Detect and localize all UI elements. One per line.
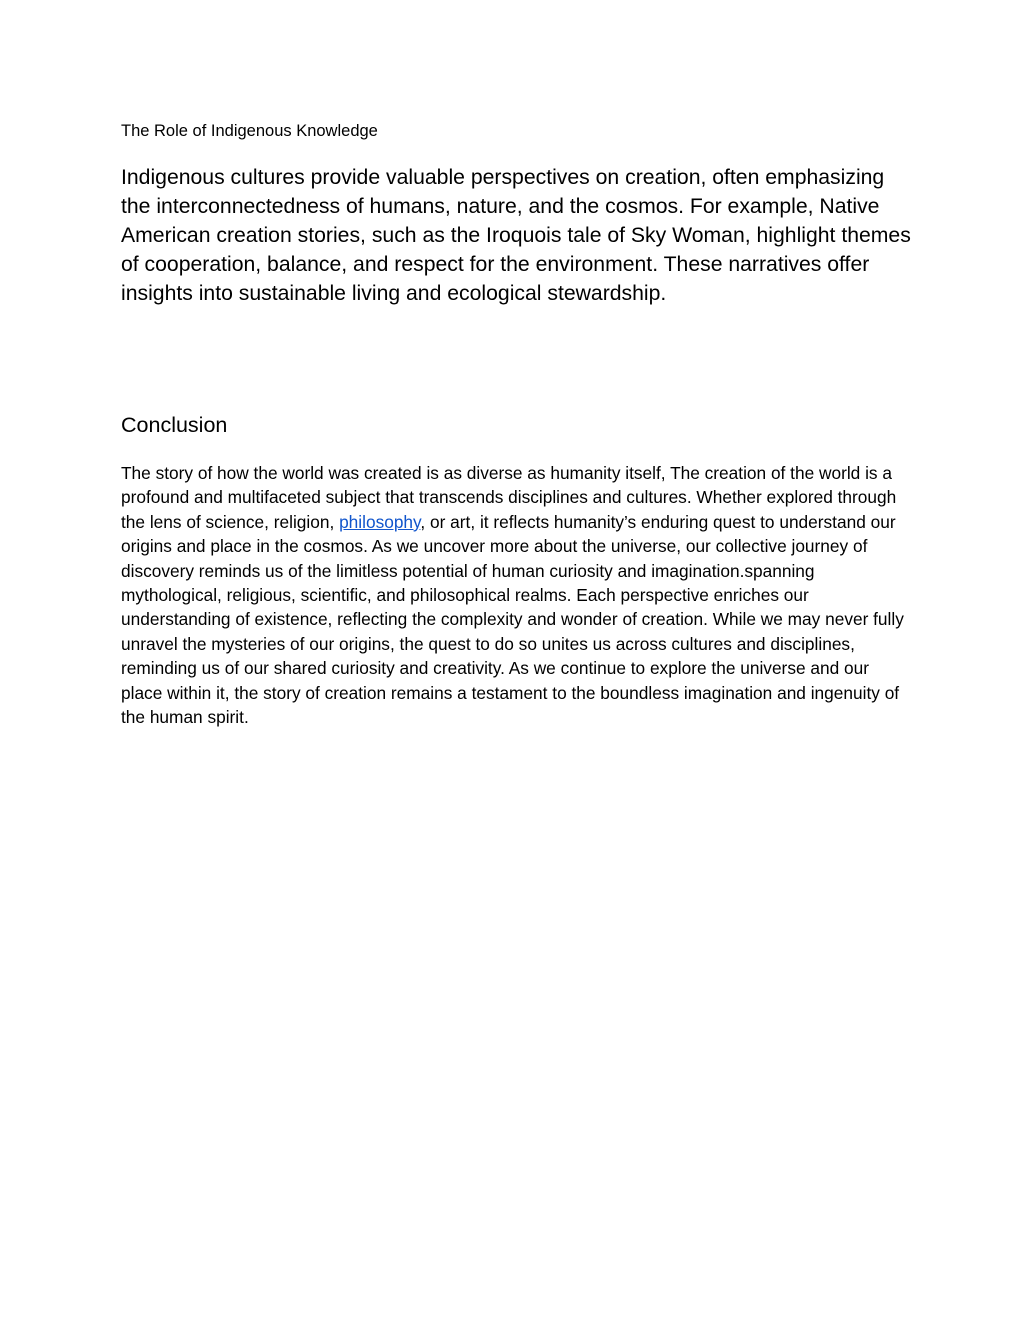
intro-paragraph: Indigenous cultures provide valuable perspectives on creation, often emphasizing the interconnectedness of humans, nature, and the cosmos. For example, Native American creation stories, such as the Iroquois tale of Sky Woman, highlight themes of cooperation, balance, and respect for the environment. These narratives offer insights into sustainable living and ecological stewardship. [121,166,911,306]
conclusion-text-after-link: , or art, it reflects humanity’s enduring quest to understand our origins and place in the cosmos. As we uncover more about the universe, our collective journey of discovery reminds us of the limitless potential of human curiosity and imagination.spanning mythological, religious, scientific, and philosophical realms. Each perspective enriches our understanding of existence, reflecting the complexity and wonder of creation. While we may never fully unravel the mysteries of our origins, the quest to do so unites us across cultures and disciplines, reminding us of our shared curiosity and creativity. As we continue to explore the universe and our place within it, the story of creation remains a testament to the boundless imagination and ingenuity of the human spirit. [121,511,904,728]
conclusion-text-before-link: The story of how the world was created is as diverse as humanity itself, The creation of the world is a profound and multifaceted subject that transcends disciplines and cultures. Whether explored through the lens of science, religion, [121,463,897,532]
conclusion-paragraph [121,461,911,729]
philosophy-link[interactable]: philosophy [339,511,421,532]
conclusion-heading: Conclusion [121,413,228,437]
section-heading: The Role of Indigenous Knowledge [121,122,378,140]
